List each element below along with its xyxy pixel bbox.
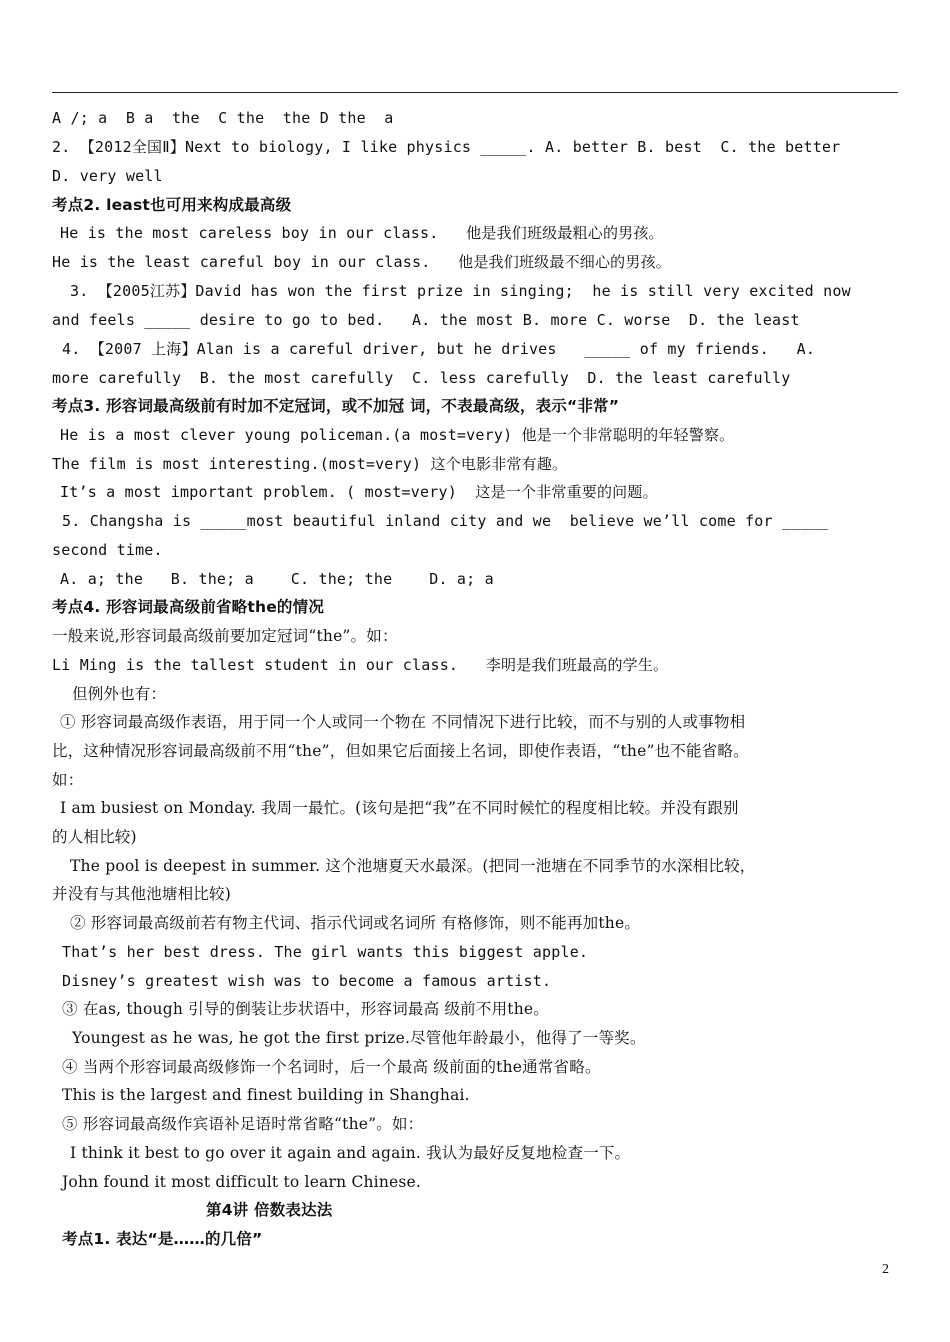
text-line: 的人相比较) [52,828,137,846]
section-heading: 第4讲 倍数表达法 [206,1201,333,1219]
text-line: 2. 【2012全国Ⅱ】Next to biology, I like physics _____. A. better B. best C. the better [52,138,841,156]
text-line: ② 形容词最高级前若有物主代词、指示代词或名词所 有格修饰，则不能再加the。 [70,914,641,932]
text-line: The pool is deepest in summer. 这个池塘夏天水最深。(把同一池塘在不同季节的水深相比较， [70,857,756,875]
text-line: and feels _____ desire to go to bed. A. the most B. more C. worse D. the least [52,311,800,329]
section-heading: 考点3. 形容词最高级前有时加不定冠词，或不加冠 词，不表最高级，表示“非常” [52,397,620,415]
text-line: He is the most careless boy in our class. 他是我们班级最粗心的男孩。 [60,224,664,242]
text-line: A. a; the B. the; a C. the; the D. a; a [60,570,494,588]
text-line: John found it most difficult to learn Chinese. [62,1173,422,1191]
text-line: 5. Changsha is _____most beautiful inland city and we believe we’ll come for _____ [62,512,829,530]
text-line: 3. 【2005江苏】David has won the first prize in singing; he is still very excited now [70,282,851,300]
section-heading: 考点4. 形容词最高级前省略the的情况 [52,598,325,616]
text-line: I think it best to go over it again and again. 我认为最好反复地检查一下。 [70,1144,631,1162]
text-line: Disney’s greatest wish was to become a famous artist. [62,972,552,990]
text-line: 比，这种情况形容词最高级前不用“the”，但如果它后面接上名词，即使作表语，“the”也不能省略。 [52,742,749,760]
text-line: That’s her best dress. The girl wants this biggest apple. [62,943,589,961]
text-line: second time. [52,541,163,559]
text-line: Li Ming is the tallest student in our class. 李明是我们班最高的学生。 [52,656,669,674]
section-heading: 考点1. 表达“是……的几倍” [62,1230,263,1248]
text-line: The film is most interesting.(most=very) 这个电影非常有趣。 [52,455,568,473]
text-line: 但例外也有： [72,685,167,703]
text-line: more carefully B. the most carefully C. less carefully D. the least carefully [52,369,791,387]
text-line: ① 形容词最高级作表语，用于同一个人或同一个物在 不同情况下进行比较，而不与别的人或事物相 [60,713,746,731]
text-line: D. very well [52,167,163,185]
text-line: 一般来说,形容词最高级前要加定冠词“the”。如： [52,627,398,645]
text-line: ④ 当两个形容词最高级修饰一个名词时，后一个最高 级前面的the通常省略。 [62,1058,601,1076]
text-line: 如： [52,771,84,789]
text-line: Youngest as he was, he got the first prize.尽管他年龄最小，他得了一等奖。 [72,1029,646,1047]
page-number: 2 [882,1262,889,1277]
section-heading: 考点2. least也可用来构成最高级 [52,196,292,214]
text-line: This is the largest and finest building in Shanghai. [62,1086,470,1104]
text-line: A /; a B a the C the the D the a [52,109,394,127]
text-line: 4. 【2007 上海】Alan is a careful driver, but he drives _____ of my friends. A. [62,340,816,358]
text-line: It’s a most important problem. ( most=very) 这是一个非常重要的问题。 [60,483,658,501]
text-line: ⑤ 形容词最高级作宾语补足语时常省略“the”。如： [62,1115,424,1133]
text-line: He is a most clever young policeman.(a most=very) 他是一个非常聪明的年轻警察。 [60,426,735,444]
header-rule [52,92,898,93]
text-line: I am busiest on Monday. 我周一最忙。(该句是把“我”在不同时候忙的程度相比较。并没有跟别 [60,799,739,817]
text-line: ③ 在as, though 引导的倒装让步状语中，形容词最高 级前不用the。 [62,1000,549,1018]
text-line: He is the least careful boy in our class. 他是我们班级最不细心的男孩。 [52,253,671,271]
text-line: 并没有与其他池塘相比较) [52,885,231,903]
